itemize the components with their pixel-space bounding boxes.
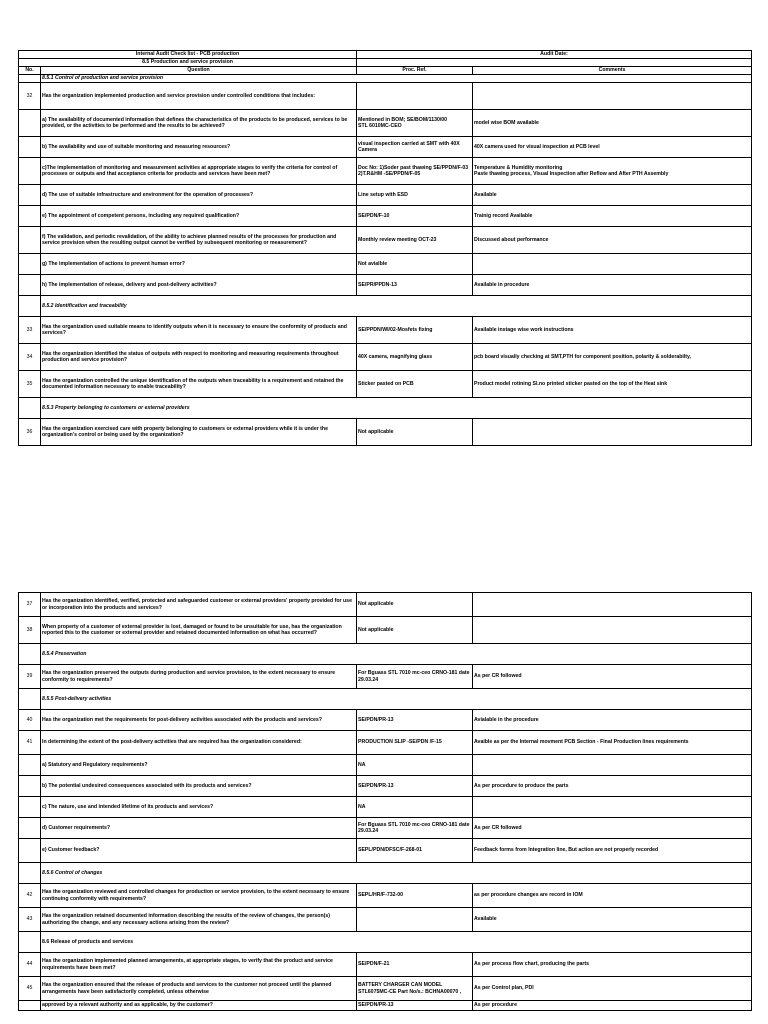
question-row (19, 593, 752, 617)
section-row (19, 296, 752, 317)
row-number-cell (19, 296, 41, 317)
question-cell: a) The availability of documented information that defines the characteristics of the products to be produced, services to be provided, or the activities to be performed and the results to be achieved? (41, 110, 357, 137)
question-cell: d) Customer requirements? (41, 818, 357, 839)
question-cell: e) The appointment of competent persons, including any required qualification? (41, 206, 357, 227)
proc-ref-cell: Doc No: 1)Soder past thawing SE/PPDN/F-03 2)T.R&HM -SE/PPDN/F-05 (357, 158, 473, 185)
row-number-cell (19, 110, 41, 137)
question-cell: Has the organization used suitable means to identify outputs when it is necessary to ensure the conformity of products and services? (41, 317, 357, 344)
comments-cell: As per Control plan, PDI (473, 977, 752, 1001)
row-number-cell (19, 254, 41, 275)
question-row (19, 977, 752, 1001)
section-heading: 8.5.4 Preservation (41, 644, 752, 665)
section-heading: 8.5.1 Control of production and service provision (41, 75, 752, 83)
question-row (19, 617, 752, 644)
proc-ref-cell: SE/PDN/PR-13 (357, 710, 473, 731)
audit-table-page1 (18, 50, 752, 446)
comments-cell: model wise BOM available (473, 110, 752, 137)
section-row (19, 863, 752, 884)
audit-date-value (357, 59, 752, 67)
question-cell: h) The implementation of release, delivery and post-delivery activities? (41, 275, 357, 296)
col-no-header: No. (19, 67, 41, 75)
proc-ref-cell: Not applicable (357, 593, 473, 617)
question-row (19, 1001, 752, 1011)
question-cell: a) Statutory and Regulatory requirements? (41, 755, 357, 776)
comments-cell: Available (473, 908, 752, 932)
row-number-cell (19, 398, 41, 419)
comments-cell (473, 755, 752, 776)
comments-cell: Feedback forms from Integration line, But action are not properly recorded (473, 839, 752, 863)
comments-cell: Temperature & Humidity monitoring Paste thawing process, Visual Inspection after Reflow and After PTH Assembly (473, 158, 752, 185)
row-number-cell: 44 (19, 953, 41, 977)
question-row (19, 884, 752, 908)
comments-cell: Available (473, 185, 752, 206)
proc-ref-cell (357, 83, 473, 110)
row-number-cell (19, 206, 41, 227)
question-cell: f) The validation, and periodic revalidation, of the ability to achieve planned results of the processes for production and service provision when the resulting output cannot be verified by subsequent monitoring or measurement? (41, 227, 357, 254)
row-number-cell: 35 (19, 371, 41, 398)
question-row (19, 908, 752, 932)
row-number-cell: 38 (19, 617, 41, 644)
question-row (19, 755, 752, 776)
proc-ref-cell: For Bguass STL 7010 mc-ceo CRNO-181 date 29.03.24 (357, 818, 473, 839)
proc-ref-cell: SEPL/PDN/DFSC/F-268-01 (357, 839, 473, 863)
section-row (19, 932, 752, 953)
row-number-cell (19, 863, 41, 884)
comments-cell (473, 593, 752, 617)
comments-cell: As per CR followed (473, 818, 752, 839)
section-heading: 8.5.2 Identification and traceability (41, 296, 752, 317)
row-number-cell: 34 (19, 344, 41, 371)
question-cell: When property of a customer of external provider is lost, damaged or found to be unsuitable for use, has the organization reported this to the customer or external provider and retained documented information on what has occurred? (41, 617, 357, 644)
proc-ref-cell: Not applicable (357, 617, 473, 644)
section-row (19, 398, 752, 419)
row-number-cell: 40 (19, 710, 41, 731)
row-number-cell (19, 776, 41, 797)
question-cell: Has the organization identified the status of outputs with respect to monitoring and measuring requirements throughout production and service provision? (41, 344, 357, 371)
comments-cell (473, 617, 752, 644)
section-row (19, 689, 752, 710)
comments-cell (473, 254, 752, 275)
question-cell: b) The potential undesired consequences associated with its products and services? (41, 776, 357, 797)
proc-ref-cell: Mentioned in BOM; SE/BOM/1130/00 STL 6010MC-CEO (357, 110, 473, 137)
proc-ref-cell: SEPL/HR/F-732-00 (357, 884, 473, 908)
row-number-cell: 33 (19, 317, 41, 344)
row-number-cell (19, 275, 41, 296)
col-question-header: Question (41, 67, 357, 75)
checklist-rows-page2 (19, 593, 752, 1011)
question-row (19, 344, 752, 371)
section-row (19, 75, 752, 83)
comments-cell (473, 83, 752, 110)
comments-cell: Product model rotining Sl.no printed sticker pasted on the top of the Heat sink (473, 371, 752, 398)
question-row (19, 254, 752, 275)
question-cell: Has the organization reviewed and controlled changes for production or service provision, to the extent necessary to ensure continuing conformity with requirements? (41, 884, 357, 908)
row-number-cell (19, 644, 41, 665)
row-number-cell (19, 185, 41, 206)
proc-ref-cell: SE/PDN/PR-13 (357, 776, 473, 797)
question-cell: Has the organization ensured that the release of products and services to the customer not proceed until the planned arrangements have been satisfactorily completed, unless otherwise (41, 977, 357, 1001)
row-number-cell (19, 797, 41, 818)
question-cell: Has the organization implemented production and service provision under controlled conditions that includes: (41, 83, 357, 110)
question-cell: Has the organization identified, verified, protected and safeguarded customer or external providers' property provided for use or incorporation into the products and services? (41, 593, 357, 617)
row-number-cell (19, 227, 41, 254)
proc-ref-cell: SE/PDN/PR-13 (357, 1001, 473, 1011)
question-row (19, 158, 752, 185)
comments-cell: As per procedure (473, 1001, 752, 1011)
question-cell: Has the organization met the requirements for post-delivery activities associated with the products and services? (41, 710, 357, 731)
row-number-cell: 42 (19, 884, 41, 908)
proc-ref-cell: BATTERY CHARGER CAN MODEL STL6075MC-CE Part No/s.: BCHNA00070 , (357, 977, 473, 1001)
section-heading: 8.5.5 Post-delivery activities (41, 689, 752, 710)
question-cell: Has the organization implemented planned arrangements, at appropriate stages, to verify that the product and service requirements have been met? (41, 953, 357, 977)
comments-cell: Trainig record Available (473, 206, 752, 227)
checklist-title: Internal Audit Check list - PCB production (19, 51, 357, 59)
proc-ref-cell: SE/PR/PPDN-13 (357, 275, 473, 296)
section-row (19, 644, 752, 665)
comments-cell: 40X camera used for visual inspection at PCB level (473, 137, 752, 158)
question-cell: Has the organization exercised care with property belonging to customers or external providers while it is under the organization's control or being used by the organization? (41, 419, 357, 446)
proc-ref-cell: NA (357, 797, 473, 818)
proc-ref-cell: Sticker pasted on PCB (357, 371, 473, 398)
question-cell: approved by a relevant authority and as applicable, by the customer? (41, 1001, 357, 1011)
proc-ref-cell: Monthly review meeting OCT-23 (357, 227, 473, 254)
question-cell: b) The availability and use of suitable monitoring and measuring resources? (41, 137, 357, 158)
question-row (19, 731, 752, 755)
question-cell: Has the organization retained documented information describing the results of the review of changes, the person(s) authorizing the change, and any necessary actions arising from the review? (41, 908, 357, 932)
audit-date-label: Audit Date: (357, 51, 752, 59)
row-number-cell: 39 (19, 665, 41, 689)
row-number-cell (19, 158, 41, 185)
question-row (19, 275, 752, 296)
question-row (19, 797, 752, 818)
comments-cell: Available instage wise work instructions (473, 317, 752, 344)
row-number-cell: 41 (19, 731, 41, 755)
proc-ref-cell: NA (357, 755, 473, 776)
proc-ref-cell: SE/PDN/F-21 (357, 953, 473, 977)
section-heading: 8.5.6 Control of changes (41, 863, 752, 884)
row-number-cell (19, 839, 41, 863)
section-heading: 8.5.3 Property belonging to customers or external providers (41, 398, 752, 419)
question-row (19, 839, 752, 863)
proc-ref-cell: PRODUCTION SLIP -SE/PDN /F-15 (357, 731, 473, 755)
question-row (19, 665, 752, 689)
col-proc-header: Proc. Ref. (357, 67, 473, 75)
question-row (19, 371, 752, 398)
clause-title: 8.5 Production and service provision (19, 59, 357, 67)
comments-cell: Avialable in the procedure (473, 710, 752, 731)
row-number-cell (19, 689, 41, 710)
row-number-cell: 43 (19, 908, 41, 932)
row-number-cell: 32 (19, 83, 41, 110)
comments-cell: As per CR followed (473, 665, 752, 689)
row-number-cell (19, 75, 41, 83)
question-row (19, 317, 752, 344)
row-number-cell (19, 137, 41, 158)
comments-cell: as per procedure changes are record in IOM (473, 884, 752, 908)
comments-cell: pcb board visually checking at SMT,PTH for component position, polarity & solderabilty, (473, 344, 752, 371)
proc-ref-cell (357, 908, 473, 932)
proc-ref-cell: Line setup with ESD (357, 185, 473, 206)
question-row (19, 818, 752, 839)
proc-ref-cell: Not applicable (357, 419, 473, 446)
comments-cell: Avaible as per the Internal movment PCB Section - Final Production lines requirements (473, 731, 752, 755)
row-number-cell (19, 932, 41, 953)
col-comments-header: Comments (473, 67, 752, 75)
question-cell: Has the organization preserved the outputs during production and service provision, to the extent necessary to ensure conformity to requirements? (41, 665, 357, 689)
question-row (19, 206, 752, 227)
comments-cell: Discussed about performance (473, 227, 752, 254)
question-cell: In determining the extent of the post-delivery activities that are required has the organization considered: (41, 731, 357, 755)
comments-cell (473, 797, 752, 818)
proc-ref-cell: Not avialble (357, 254, 473, 275)
comments-cell: As per process flow chart, producing the parts (473, 953, 752, 977)
audit-table-page2 (18, 592, 752, 1011)
question-row (19, 953, 752, 977)
question-cell: c) The nature, use and intended lifetime of its products and services? (41, 797, 357, 818)
question-row (19, 137, 752, 158)
proc-ref-cell: SE/PPDN/WI/02-Mosfets fixing (357, 317, 473, 344)
row-number-cell (19, 755, 41, 776)
row-number-cell (19, 1001, 41, 1011)
question-cell: c)The implementation of monitoring and measurement activities at appropriate stages to verify the criteria for control of processes or outputs and that acceptance criteria for products and services have been met? (41, 158, 357, 185)
comments-cell (473, 419, 752, 446)
question-row (19, 110, 752, 137)
question-row (19, 419, 752, 446)
row-number-cell: 37 (19, 593, 41, 617)
comments-cell: Available in procedure (473, 275, 752, 296)
row-number-cell (19, 818, 41, 839)
question-row (19, 227, 752, 254)
question-row (19, 710, 752, 731)
question-cell: e) Customer feedback? (41, 839, 357, 863)
question-cell: Has the organization controlled the unique identification of the outputs when traceability is a requirement and retained the documented information necessary to enable traceability? (41, 371, 357, 398)
proc-ref-cell: SE/PDN/F-10 (357, 206, 473, 227)
comments-cell: As per procedure to produce the parts (473, 776, 752, 797)
proc-ref-cell: For Bguass STL 7010 mc-ceo CRNO-181 date 29.03.24 (357, 665, 473, 689)
question-row (19, 185, 752, 206)
section-heading: 8.6 Release of products and services (41, 932, 752, 953)
proc-ref-cell: visual inspection carried at SMT with 40X Camera (357, 137, 473, 158)
question-cell: g) The implementation of actions to prevent human error? (41, 254, 357, 275)
question-row (19, 83, 752, 110)
row-number-cell: 45 (19, 977, 41, 1001)
proc-ref-cell: 40X camera, magnifying glass (357, 344, 473, 371)
question-cell: d) The use of suitable infrastructure and environment for the operation of processes? (41, 185, 357, 206)
checklist-rows-page1 (19, 75, 752, 446)
question-row (19, 776, 752, 797)
row-number-cell: 36 (19, 419, 41, 446)
